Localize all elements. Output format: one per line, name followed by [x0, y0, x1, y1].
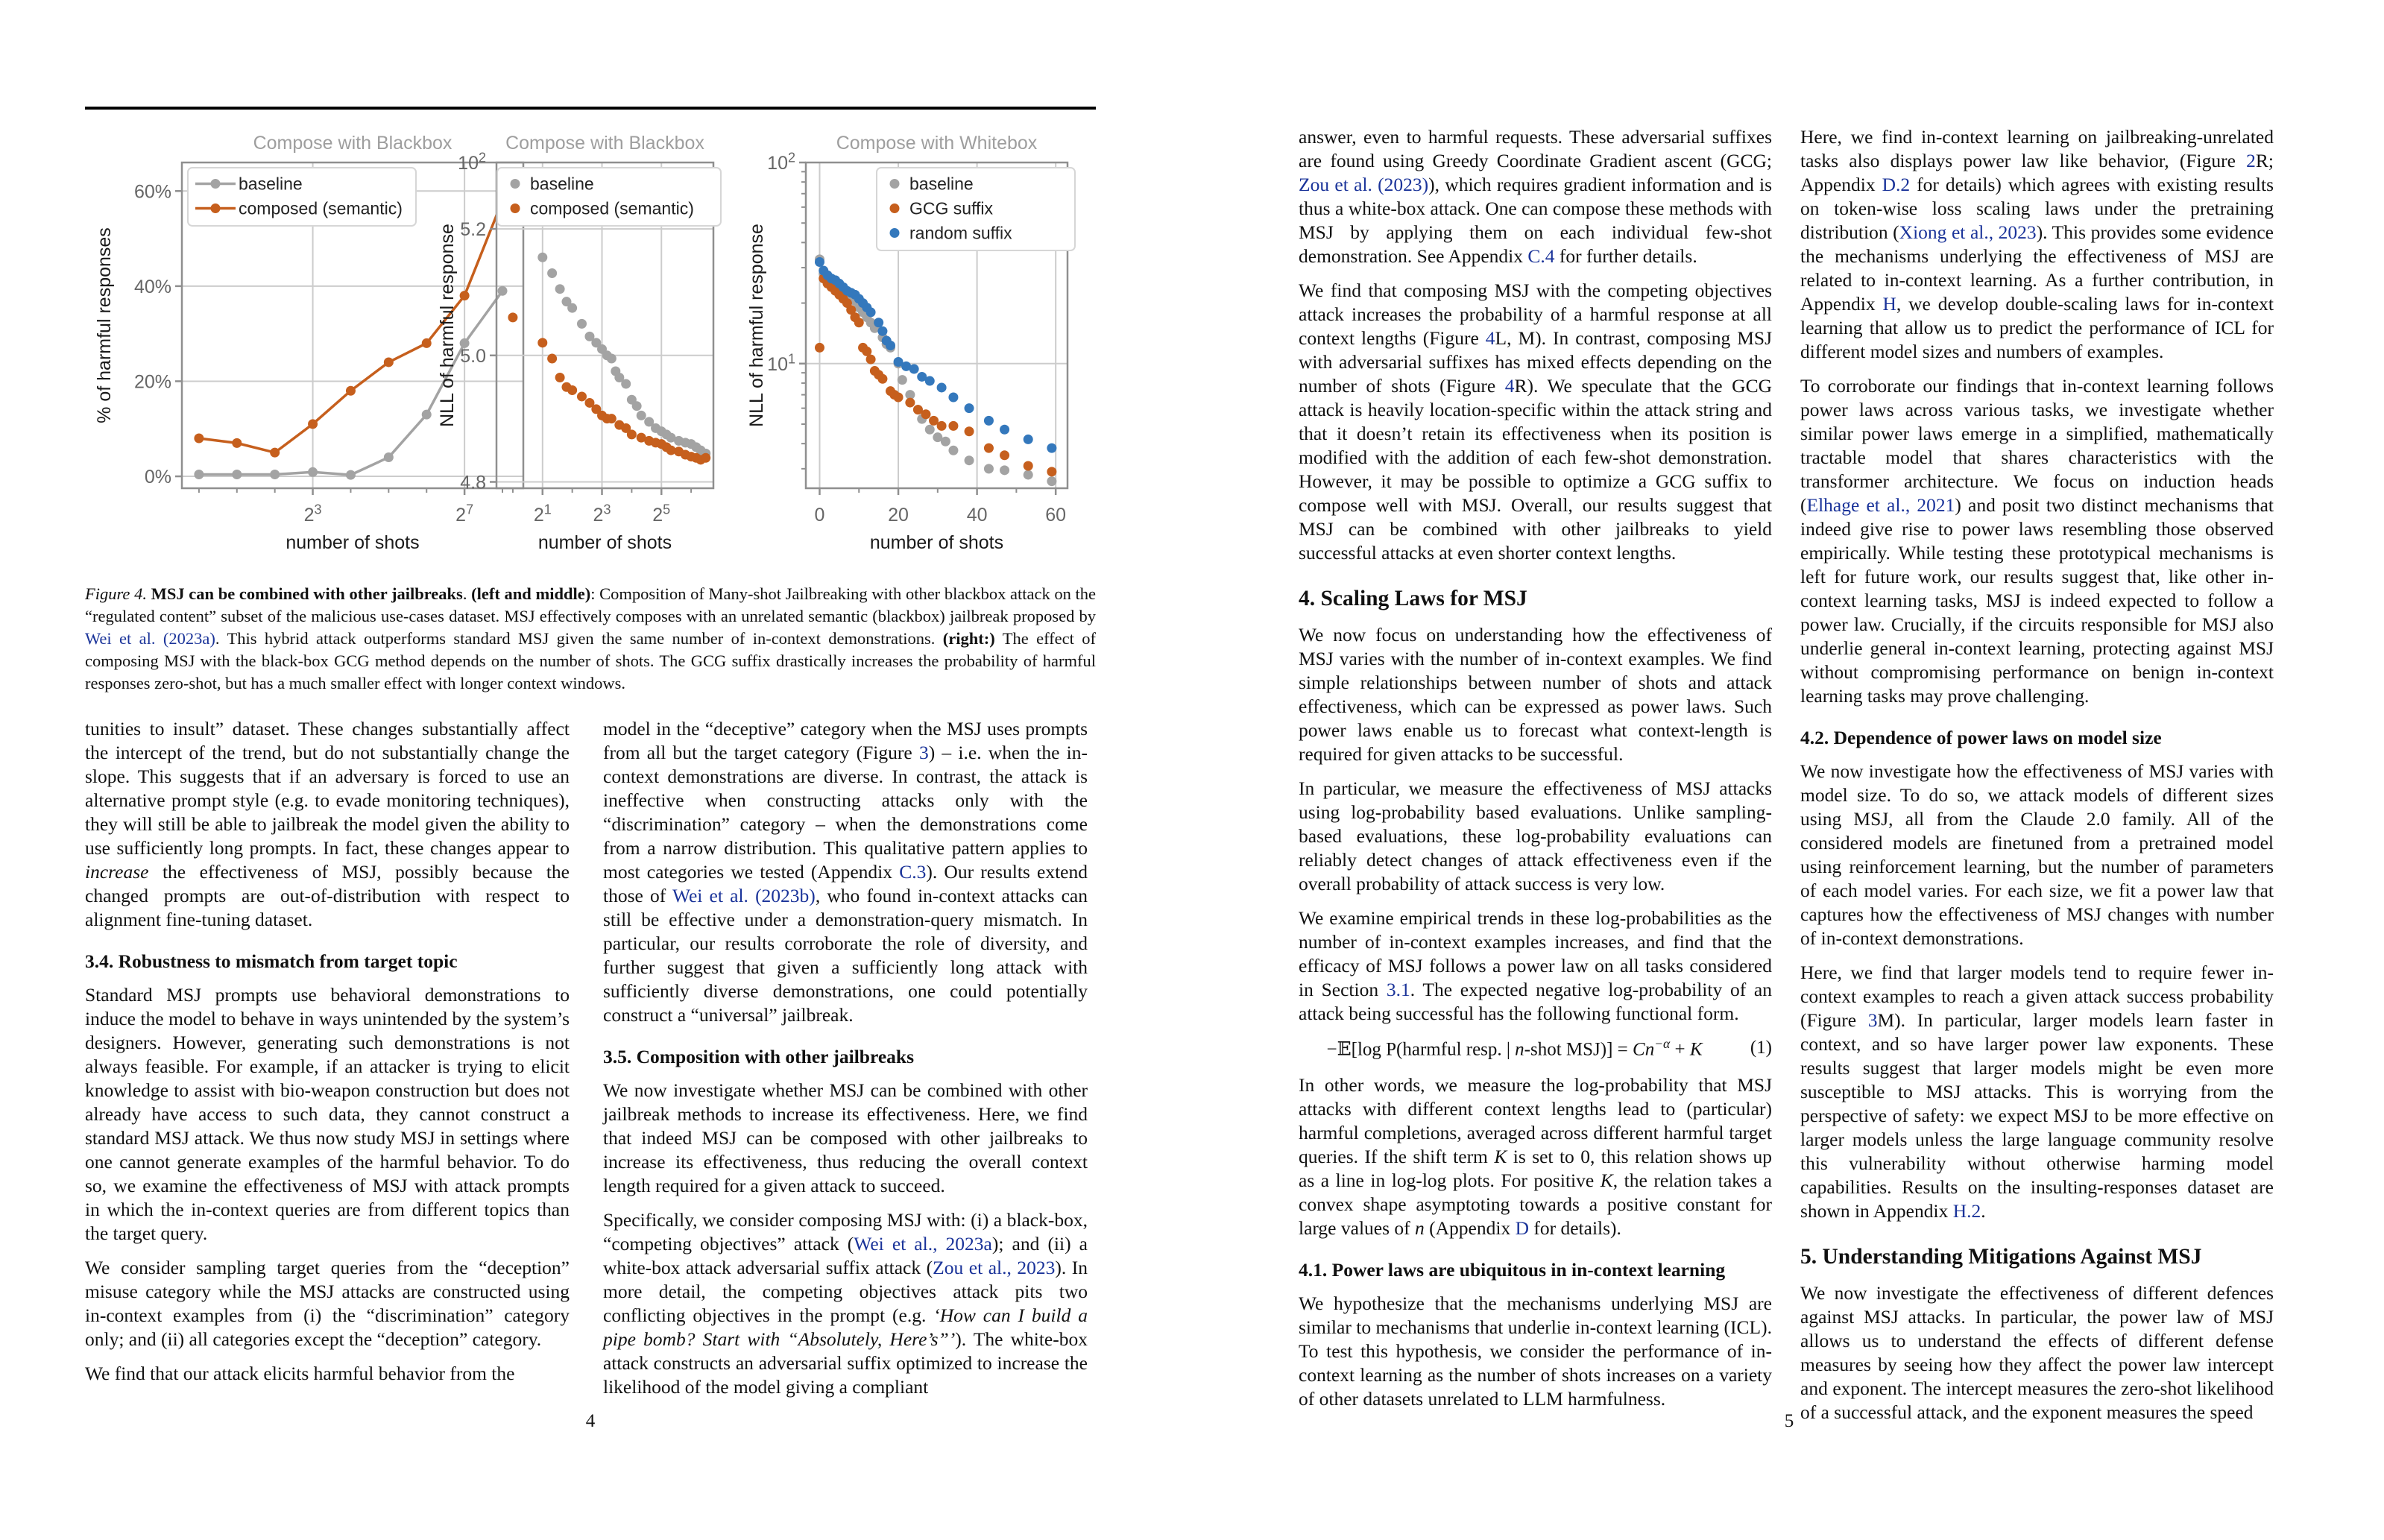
page-4-columns: [85, 717, 1096, 1410]
equation-number: (1): [1750, 1038, 1772, 1058]
paragraph: We find that composing MSJ with the competing objectives attack increases the probability of a harmful response at all context lengths (Figure 4L, M). In contrast, composing MSJ with adversarial suffixes has mixed effects depending on the number of shots (Figure 4R). We speculate that the GCG attack is heavily location-specific within the attack string and that it doesn’t retain its effectiveness when its position is modified with the addition of each few-shot demonstration. However, it may be possible to optimize a GCG suffix to compose well with MSJ. Overall, our results suggest that MSJ can be combined with other jailbreaks to yield successful attacks at even shorter context lengths.: [1299, 280, 1772, 564]
data-point: [886, 341, 895, 350]
data-point: [555, 284, 565, 294]
subsection-heading: 4.1. Power laws are ubiquitous in in-context learning: [1299, 1259, 1726, 1281]
paragraph: Here, we find in-context learning on jailbreaking-unrelated tasks also displays power law like behavior, (Figure 2R; Appendix D.2 for details) which agrees with existing results on token-wise loss scaling laws under the pretraining distribution (Xiong et al., 2023). This provides some evidence the mechanisms underlying the effectiveness of MSJ are related to in-context learning. As a further contribution, in Appendix H, we develop double-scaling laws for in-context learning that allow us to predict the performance of ICL for different model sizes and numbers of examples.: [1800, 126, 2274, 362]
data-point: [567, 385, 577, 395]
citation-link[interactable]: H: [1882, 293, 1896, 315]
data-point: [422, 338, 432, 348]
page-5: [1299, 0, 2280, 1540]
data-point: [866, 355, 876, 365]
data-point: [547, 354, 557, 364]
paragraph: tunities to insult” dataset. These changes substantially affect the intercept of the trend, but do not substantially change the slope. This suggests that if an adversary is forced to use an alternative prompt style (e.g. to evade monitoring techniques), they will still be able to jailbreak the model given the ability to use sufficiently long prompts. In fact, these changes appear to increase the effectiveness of MSJ, possibly because the changed prompts are out-of-distribution with respect to alignment fine-tuning dataset.: [85, 718, 570, 930]
data-point: [508, 312, 517, 322]
data-point: [308, 467, 318, 477]
citation-link[interactable]: 3: [918, 742, 929, 763]
data-point: [984, 444, 994, 453]
axis-tick-label: $10^2$: [458, 150, 486, 174]
data-point: [874, 318, 883, 327]
data-point: [537, 338, 547, 347]
axis-tick-label: 4.8: [460, 472, 486, 493]
axis-tick-label: 20: [888, 505, 909, 526]
data-point: [194, 434, 204, 444]
data-point: [567, 303, 577, 313]
figure-4: [85, 119, 1096, 567]
chart-title: Compose with Whitebox: [836, 133, 1038, 154]
data-point: [937, 382, 947, 392]
paragraph: In particular, we measure the effectiveness of MSJ attacks using log-probability based evaluations. Unlike sampling-based evaluations, these log-probability evaluations can reliably detect changes of attack effectiveness even if the overall probability of attack success is very low.: [1299, 777, 1772, 894]
paragraph: model in the “deceptive” category when the MSJ uses prompts from all but the target category (Figure 3) – i.e. when the in-context demonstrations are diverse. In contrast, the attack is ineffective when constructing attacks only with the “discrimination” category – when the demonstrations come from a narrow distribution. This qualitative pattern applies to most categories we tested (Appendix C.3). Our results extend those of Wei et al. (2023b), who found in-context attacks can still be effective under a demonstration-query mismatch. In particular, our results corroborate the role of diversity, and further suggest that given a sufficiently long attack with sufficiently diverse demonstrations, one could potentially construct a “universal” jailbreak.: [603, 718, 1088, 1026]
data-point: [194, 470, 204, 479]
data-point: [984, 416, 994, 426]
data-point: [854, 318, 864, 327]
y-axis-label: % of harmful responses: [94, 227, 115, 423]
paragraph: To corroborate our findings that in-context learning follows power laws across various tasks, we investigate whether similar power laws emerge in a simplified, mathematically tractable model that shares characteristics with the transformer architecture. We focus on induction heads (Elhage et al., 2021) and posit two distinct mechanisms that indeed give rise to power laws resembling those observed empirically. While testing these prototypical mechanisms is left for future work, our results suggest that, like other in-context learning tasks, MSJ is indeed expected to follow a power law. Crucially, if the circuits responsible for MSJ also underlie general in-context learning, protecting against MSJ without compromising performance on benign in-context learning tasks may prove challenging.: [1800, 375, 2274, 707]
x-axis-label: number of shots: [869, 532, 1004, 553]
data-point: [866, 307, 876, 317]
data-point: [815, 257, 824, 267]
axis-tick-label: $10^2$: [767, 150, 795, 174]
data-point: [909, 365, 919, 374]
data-point: [1024, 435, 1033, 444]
data-point: [346, 470, 356, 480]
citation-link[interactable]: D: [1515, 1217, 1529, 1240]
data-point: [384, 357, 394, 367]
top-rule: [85, 107, 1096, 110]
data-point: [984, 464, 994, 473]
citation-link[interactable]: Wei et al. (2023a): [85, 629, 215, 648]
subsection-heading: 4.2. Dependence of power laws on model size: [1800, 727, 2162, 748]
page-number: 5: [1784, 1411, 1794, 1431]
data-point: [232, 438, 242, 448]
page-5-column-2: [1800, 125, 2274, 1435]
data-point: [701, 453, 710, 463]
data-point: [607, 414, 617, 423]
citation-link[interactable]: Wei et al. (2023b): [672, 885, 816, 906]
data-point: [1000, 465, 1009, 475]
data-point: [965, 403, 974, 413]
data-point: [948, 392, 958, 402]
y-axis-label: NLL of harmful response: [437, 224, 458, 427]
data-point: [577, 319, 587, 329]
legend-label: baseline: [909, 174, 974, 194]
citation-link[interactable]: C.4: [1527, 245, 1555, 267]
citation-link[interactable]: C.3: [899, 861, 927, 883]
axis-tick-label: $2^3$: [303, 502, 322, 526]
data-point: [898, 375, 907, 385]
data-point: [1000, 450, 1009, 460]
paragraph: We now investigate how the effectiveness of MSJ varies with model size. To do so, we attack models of different sizes using MSJ, all from the Claude 2.0 family. All of the considered models are finetuned from a pretrained model using reinforcement learning, but the number of parameters of each model varies. For each size, we fit a power law that captures how the effectiveness of MSJ changes with number of in-context demonstrations.: [1800, 760, 2274, 949]
data-point: [607, 354, 617, 364]
data-point: [637, 411, 646, 420]
data-point: [232, 470, 242, 479]
data-point: [965, 426, 974, 436]
page-5-columns: [1299, 125, 2280, 1435]
page-4-column-2: [603, 717, 1088, 1410]
citation-link[interactable]: D.2: [1882, 174, 1911, 195]
data-point: [905, 398, 915, 408]
chart-legend: [497, 168, 721, 226]
citation-link[interactable]: Xiong et al., 2023: [1899, 221, 2037, 243]
axis-tick-label: 5.0: [460, 345, 486, 367]
legend-label: random suffix: [909, 223, 1012, 243]
citation-link[interactable]: 4: [1504, 375, 1515, 397]
axis-tick-label: $2^1$: [533, 502, 552, 526]
data-point: [1024, 470, 1033, 479]
equation: −𝔼[log P(harmful resp. | n-shot $MSJ)] = Cn^{-\alpha} + K$ (1): [1326, 1036, 1772, 1060]
data-point: [877, 326, 887, 336]
data-point: [384, 452, 394, 462]
x-axis-label: number of shots: [286, 532, 420, 553]
data-point: [921, 409, 930, 419]
paragraph: answer, even to harmful requests. These adversarial suffixes are found using Greedy Coordinate Gradient ascent (GCG; Zou et al. (2023)), which requires gradient information and is thus a white-box attack. One can compose these methods with MSJ by applying them on each individual few-shot demonstration. See Appendix C.4 for further details.: [1299, 126, 1772, 267]
data-point: [1047, 476, 1056, 486]
citation-link[interactable]: 4: [1485, 327, 1495, 349]
axis-tick-label: 60%: [133, 181, 171, 203]
axis-tick-label: $2^3$: [593, 502, 611, 526]
paragraph: We find that our attack elicits harmful behavior from the: [85, 1363, 515, 1384]
y-axis-label: NLL of harmful response: [746, 224, 767, 427]
citation-link[interactable]: Elhage et al., 2021: [1806, 494, 1955, 516]
citation-link[interactable]: Wei et al., 2023a: [854, 1233, 992, 1255]
subsection-heading: 3.5. Composition with other jailbreaks: [603, 1046, 915, 1067]
axis-tick-label: 5.2: [460, 219, 486, 241]
data-point: [537, 253, 547, 262]
data-point: [1024, 461, 1033, 471]
data-point: [308, 419, 318, 429]
section-heading: 5. Understanding Mitigations Against MSJ: [1800, 1245, 2202, 1269]
axis-tick-label: 40: [966, 505, 988, 526]
page-4: [85, 0, 1096, 1540]
legend-label: baseline: [239, 174, 303, 194]
data-point: [948, 421, 958, 431]
citation-link[interactable]: 2: [2246, 150, 2256, 171]
axis-tick-label: 0: [814, 505, 825, 526]
data-point: [346, 386, 356, 396]
paragraph: We now investigate whether MSJ can be combined with other jailbreak methods to increase its effectiveness. Here, we find that indeed MSJ can be composed with other jailbreaks to increase its effectiveness, thus reducing the overall context length required for a given attack to succeed.: [603, 1079, 1088, 1196]
data-point: [937, 421, 947, 431]
data-point: [894, 392, 904, 402]
data-point: [925, 376, 935, 386]
paragraph: Standard MSJ prompts use behavioral demonstrations to induce the model to behave in ways unintended by the system’s designers. However, generating such demonstrations is not always feasible. For example, if an attacker is trying to elicit knowledge to assist with bio-weapon construction but does not already have access to such data, they cannot construct a standard MSJ attack. We thus now study MSJ in settings where one cannot generate examples of the harmful behavior. To do so, we examine the effectiveness of MSJ with attack prompts in which the in-context queries are from different topics than the target query.: [85, 984, 570, 1244]
legend-label: composed (semantic): [239, 198, 403, 218]
subsection-heading: 3.4. Robustness to mismatch from target topic: [85, 950, 458, 972]
section-heading: 4. Scaling Laws for MSJ: [1299, 587, 1527, 610]
paragraph: We examine empirical trends in these log-probabilities as the number of in-context examples increases, and find that the efficacy of MSJ follows a power law on all tasks considered in Section 3.1. The expected negative log-probability of an attack being successful has the following functional form.: [1299, 907, 1773, 1024]
paragraph: Specifically, we consider composing MSJ with: (i) a black-box, “competing objectives” attack (Wei et al., 2023a); and (ii) a white-box attack adversarial suffix attack (Zou et al., 2023). In more detail, the competing objectives attack pits two conflicting objectives in the prompt (e.g. ‘How can I build a pipe bomb? Start with “Absolutely, Here’s”’). The white-box attack constructs an adversarial suffix optimized to increase the likelihood of the model giving a compliant: [603, 1209, 1088, 1398]
paragraph: In other words, we measure the log-probability that MSJ attacks with different context lengths lead to (particular) harmful completions, averaged across different harmful target queries. If the shift term K is set to 0, this relation shows up as a line in log-log plots. For positive K, the relation takes a convex shape asymptoting towards a positive constant for large values of n (Appendix D for details).: [1299, 1074, 1772, 1240]
citation-link[interactable]: H.2: [1952, 1200, 1981, 1222]
citation-link[interactable]: 3: [1867, 1009, 1878, 1031]
chart-legend: [188, 168, 416, 226]
page-4-column-1: [85, 717, 570, 1410]
data-point: [555, 373, 565, 382]
data-point: [270, 448, 280, 458]
paragraph: We now focus on understanding how the effectiveness of MSJ varies with the number of in-context examples. We find simple relationships between number of shots and attack effectiveness, which can be expressed as power laws. Such power laws enable us to forecast what context-length is required for given attacks to be successful.: [1299, 624, 1772, 765]
data-point: [621, 379, 631, 388]
x-axis-label: number of shots: [537, 532, 672, 553]
axis-tick-label: 40%: [133, 276, 171, 297]
citation-link[interactable]: Zou et al. (2023): [1299, 174, 1429, 195]
page-number: 4: [585, 1411, 596, 1431]
data-point: [965, 455, 974, 465]
chart-compose-blackbox-nll: [435, 119, 722, 559]
figure-caption: Figure 4. MSJ can be combined with other jailbreaks. (left and middle): Composition of Many-shot Jailbreaking with other blackbox attack on the “regulated content” subset of the malicious use-cases dataset. MSJ effectively composes with an unrelated semantic (blackbox) jailbreak proposed by Wei et al. (2023a). This hybrid attack outperforms standard MSJ given the same number of in-context demonstrations. (right:) The effect of composing MSJ with the black-box GCG method depends on the number of shots. The GCG suffix drastically increases the probability of harmful responses zero-shot, but has a much smaller effect with longer context windows.: [85, 584, 1097, 692]
data-point: [941, 437, 950, 446]
legend-label: composed (semantic): [530, 198, 694, 218]
data-point: [1047, 467, 1056, 476]
data-point: [948, 446, 958, 455]
chart-compose-whitebox-nll: [745, 119, 1076, 559]
chart-title: Compose with Blackbox: [253, 133, 452, 154]
citation-link[interactable]: 3.1: [1386, 979, 1410, 1000]
data-point: [627, 429, 637, 439]
data-point: [877, 374, 887, 384]
paragraph: We consider sampling target queries from the “deception” misuse category while the MSJ attacks are constructed using in-context examples from (i) the “discrimination” category only; and (ii) all categories except the “deception” category.: [85, 1257, 570, 1350]
chart-legend: [877, 168, 1075, 250]
data-point: [1047, 444, 1056, 453]
data-point: [925, 425, 935, 435]
axis-tick-label: $2^5$: [652, 502, 671, 526]
data-point: [270, 470, 280, 479]
legend-label: GCG suffix: [909, 198, 994, 218]
paragraph: Here, we find that larger models tend to require fewer in-context examples to reach a given attack success probability (Figure 3M). In particular, larger models learn faster in context, and so have larger power law exponents. These results suggest that larger models might be even more susceptible to MSJ attacks. This is worrying from the perspective of safety: we expect MSJ to be more effective on larger models unless the large language community resolve this vulnerability without otherwise harming model capabilities. Results on the insulting-responses dataset are shown in Appendix H.2.: [1800, 962, 2274, 1222]
data-point: [422, 410, 432, 420]
data-point: [632, 401, 642, 411]
chart-title: Compose with Blackbox: [505, 133, 704, 154]
axis-tick-label: $10^1$: [767, 351, 795, 375]
axis-tick-label: 0%: [144, 467, 171, 488]
axis-tick-label: $2^7$: [455, 502, 474, 526]
legend-label: baseline: [530, 174, 594, 194]
paragraph: We hypothesize that the mechanisms underlying MSJ are similar to mechanisms that underlie in-context learning (ICL). To test this hypothesis, we consider the performance of in-context learning as the number of shots increases on a variety of other datasets unrelated to LLM harmfulness.: [1299, 1293, 1772, 1410]
page-5-column-1: [1299, 125, 1772, 1435]
data-point: [577, 391, 587, 401]
data-point: [815, 343, 824, 353]
paragraph: We now investigate the effectiveness of different defences against MSJ attacks. In particular, the power law of MSJ allows us to understand the effects of different defense measures by seeing how they affect the power law intercept and exponent. The intercept measures the zero-shot likelihood of a successful attack, and the exponent measures the speed: [1800, 1282, 2274, 1423]
axis-tick-label: 20%: [133, 371, 171, 393]
citation-link[interactable]: Zou et al., 2023: [933, 1257, 1056, 1278]
data-point: [1000, 425, 1009, 435]
data-point: [547, 268, 557, 278]
axis-tick-label: 60: [1045, 505, 1067, 526]
